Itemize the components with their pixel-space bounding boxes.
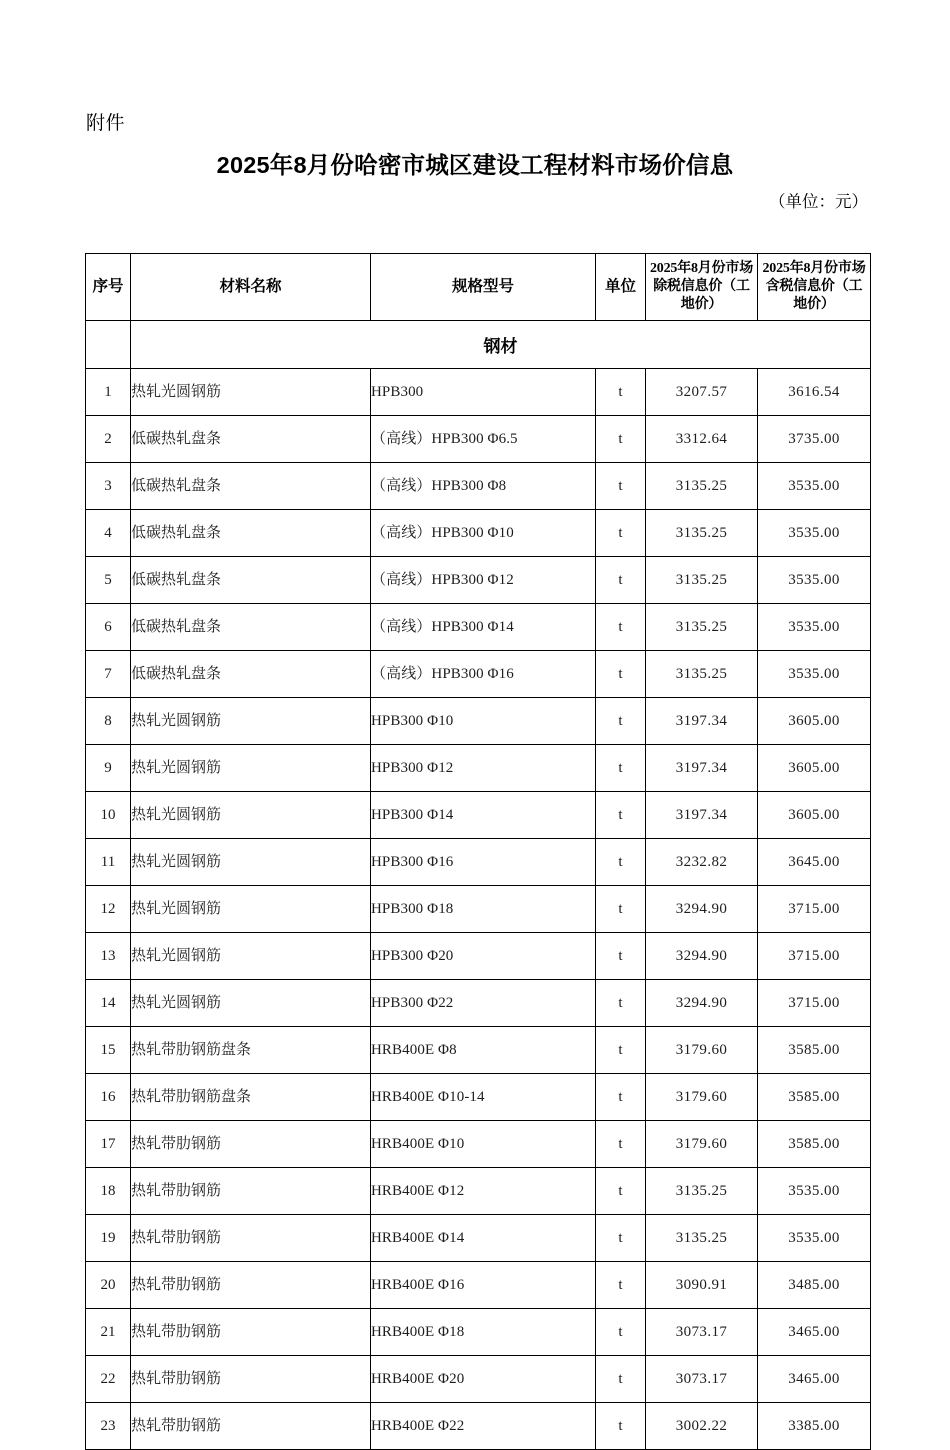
cell-price-excl-tax: 3294.90 <box>646 980 758 1027</box>
cell-unit: t <box>596 557 646 604</box>
page-title: 2025年8月份哈密市城区建设工程材料市场价信息 <box>216 152 734 178</box>
column-header-material: 材料名称 <box>131 254 371 321</box>
cell-price-excl-tax: 3135.25 <box>646 510 758 557</box>
cell-specification: HPB300 Φ10 <box>371 698 596 745</box>
cell-index: 10 <box>86 792 131 839</box>
cell-unit: t <box>596 1074 646 1121</box>
cell-specification: （高线）HPB300 Φ8 <box>371 463 596 510</box>
cell-index: 13 <box>86 933 131 980</box>
cell-price-excl-tax: 3135.25 <box>646 1215 758 1262</box>
cell-unit: t <box>596 416 646 463</box>
cell-price-incl-tax: 3715.00 <box>758 933 871 980</box>
price-table-container <box>85 253 870 1450</box>
table-header-row <box>86 254 871 321</box>
cell-material-name: 热轧带肋钢筋盘条 <box>131 1027 371 1074</box>
cell-price-incl-tax: 3465.00 <box>758 1309 871 1356</box>
cell-price-incl-tax: 3616.54 <box>758 369 871 416</box>
cell-unit: t <box>596 1121 646 1168</box>
cell-unit: t <box>596 510 646 557</box>
cell-unit: t <box>596 1262 646 1309</box>
cell-specification: HRB400E Φ10-14 <box>371 1074 596 1121</box>
cell-material-name: 低碳热轧盘条 <box>131 463 371 510</box>
cell-specification: HRB400E Φ22 <box>371 1403 596 1450</box>
cell-material-name: 热轧带肋钢筋 <box>131 1262 371 1309</box>
cell-specification: HRB400E Φ12 <box>371 1168 596 1215</box>
cell-price-excl-tax: 3090.91 <box>646 1262 758 1309</box>
cell-price-incl-tax: 3385.00 <box>758 1403 871 1450</box>
cell-material-name: 热轧带肋钢筋 <box>131 1309 371 1356</box>
cell-material-name: 热轧光圆钢筋 <box>131 369 371 416</box>
column-header-spec: 规格型号 <box>371 254 596 321</box>
cell-material-name: 热轧带肋钢筋 <box>131 1215 371 1262</box>
cell-specification: （高线）HPB300 Φ14 <box>371 604 596 651</box>
cell-index: 12 <box>86 886 131 933</box>
column-header-price-incl-tax: 2025年8月份市场含税信息价（工地价） <box>758 254 871 321</box>
cell-price-excl-tax: 3002.22 <box>646 1403 758 1450</box>
cell-material-name: 低碳热轧盘条 <box>131 416 371 463</box>
cell-price-incl-tax: 3535.00 <box>758 1168 871 1215</box>
cell-index: 4 <box>86 510 131 557</box>
cell-index: 6 <box>86 604 131 651</box>
cell-material-name: 热轧带肋钢筋 <box>131 1403 371 1450</box>
cell-specification: HPB300 Φ12 <box>371 745 596 792</box>
cell-specification: HRB400E Φ14 <box>371 1215 596 1262</box>
cell-price-excl-tax: 3197.34 <box>646 745 758 792</box>
cell-price-incl-tax: 3535.00 <box>758 1215 871 1262</box>
cell-price-excl-tax: 3073.17 <box>646 1356 758 1403</box>
cell-unit: t <box>596 651 646 698</box>
cell-material-name: 热轧光圆钢筋 <box>131 792 371 839</box>
table-row <box>86 1121 871 1168</box>
cell-unit: t <box>596 792 646 839</box>
cell-unit: t <box>596 1168 646 1215</box>
cell-index: 22 <box>86 1356 131 1403</box>
cell-unit: t <box>596 369 646 416</box>
section-row-index-blank <box>86 321 131 369</box>
cell-unit: t <box>596 933 646 980</box>
cell-price-excl-tax: 3197.34 <box>646 698 758 745</box>
cell-price-excl-tax: 3135.25 <box>646 1168 758 1215</box>
cell-price-excl-tax: 3135.25 <box>646 604 758 651</box>
cell-price-excl-tax: 3294.90 <box>646 933 758 980</box>
cell-material-name: 热轧光圆钢筋 <box>131 886 371 933</box>
cell-specification: （高线）HPB300 Φ16 <box>371 651 596 698</box>
table-row <box>86 369 871 416</box>
cell-specification: （高线）HPB300 Φ6.5 <box>371 416 596 463</box>
table-row <box>86 1356 871 1403</box>
currency-unit-note: （单位：元） <box>769 193 868 211</box>
cell-index: 17 <box>86 1121 131 1168</box>
table-row <box>86 1168 871 1215</box>
cell-price-incl-tax: 3465.00 <box>758 1356 871 1403</box>
cell-index: 16 <box>86 1074 131 1121</box>
cell-material-name: 热轧光圆钢筋 <box>131 698 371 745</box>
table-row <box>86 886 871 933</box>
cell-index: 15 <box>86 1027 131 1074</box>
cell-specification: （高线）HPB300 Φ10 <box>371 510 596 557</box>
cell-unit: t <box>596 1215 646 1262</box>
table-row <box>86 933 871 980</box>
cell-material-name: 低碳热轧盘条 <box>131 651 371 698</box>
cell-material-name: 热轧光圆钢筋 <box>131 839 371 886</box>
cell-specification: HRB400E Φ10 <box>371 1121 596 1168</box>
cell-price-excl-tax: 3135.25 <box>646 651 758 698</box>
cell-price-excl-tax: 3135.25 <box>646 557 758 604</box>
cell-index: 11 <box>86 839 131 886</box>
table-body <box>86 254 871 1450</box>
cell-material-name: 低碳热轧盘条 <box>131 557 371 604</box>
section-title-steel: 钢材 <box>131 321 871 369</box>
cell-material-name: 热轧光圆钢筋 <box>131 933 371 980</box>
table-row <box>86 1074 871 1121</box>
cell-price-excl-tax: 3179.60 <box>646 1027 758 1074</box>
cell-unit: t <box>596 745 646 792</box>
cell-price-excl-tax: 3179.60 <box>646 1074 758 1121</box>
cell-specification: HPB300 Φ16 <box>371 839 596 886</box>
cell-price-incl-tax: 3585.00 <box>758 1074 871 1121</box>
cell-price-incl-tax: 3605.00 <box>758 698 871 745</box>
cell-unit: t <box>596 1027 646 1074</box>
table-row <box>86 416 871 463</box>
table-row <box>86 1403 871 1450</box>
cell-unit: t <box>596 886 646 933</box>
cell-price-incl-tax: 3715.00 <box>758 980 871 1027</box>
cell-unit: t <box>596 1309 646 1356</box>
cell-price-incl-tax: 3485.00 <box>758 1262 871 1309</box>
cell-material-name: 热轧带肋钢筋 <box>131 1356 371 1403</box>
cell-unit: t <box>596 980 646 1027</box>
cell-index: 1 <box>86 369 131 416</box>
cell-index: 19 <box>86 1215 131 1262</box>
cell-price-excl-tax: 3312.64 <box>646 416 758 463</box>
cell-specification: HPB300 <box>371 369 596 416</box>
cell-specification: HRB400E Φ20 <box>371 1356 596 1403</box>
material-price-table <box>85 253 871 1450</box>
cell-index: 5 <box>86 557 131 604</box>
table-row <box>86 1215 871 1262</box>
column-header-price-excl-tax: 2025年8月份市场除税信息价（工地价） <box>646 254 758 321</box>
table-row <box>86 792 871 839</box>
cell-price-incl-tax: 3605.00 <box>758 745 871 792</box>
cell-price-incl-tax: 3535.00 <box>758 651 871 698</box>
table-row <box>86 698 871 745</box>
table-row <box>86 604 871 651</box>
cell-price-incl-tax: 3585.00 <box>758 1121 871 1168</box>
column-header-unit: 单位 <box>596 254 646 321</box>
cell-index: 14 <box>86 980 131 1027</box>
cell-specification: HPB300 Φ22 <box>371 980 596 1027</box>
cell-price-excl-tax: 3207.57 <box>646 369 758 416</box>
attachment-label: 附件 <box>86 113 126 134</box>
cell-price-excl-tax: 3179.60 <box>646 1121 758 1168</box>
cell-price-excl-tax: 3294.90 <box>646 886 758 933</box>
cell-unit: t <box>596 698 646 745</box>
table-row <box>86 980 871 1027</box>
cell-unit: t <box>596 839 646 886</box>
table-row <box>86 1027 871 1074</box>
cell-unit: t <box>596 1403 646 1450</box>
cell-price-incl-tax: 3535.00 <box>758 463 871 510</box>
cell-specification: HRB400E Φ18 <box>371 1309 596 1356</box>
table-row <box>86 745 871 792</box>
cell-index: 18 <box>86 1168 131 1215</box>
cell-price-incl-tax: 3535.00 <box>758 510 871 557</box>
cell-price-excl-tax: 3232.82 <box>646 839 758 886</box>
cell-price-incl-tax: 3645.00 <box>758 839 871 886</box>
cell-index: 9 <box>86 745 131 792</box>
cell-specification: （高线）HPB300 Φ12 <box>371 557 596 604</box>
cell-specification: HPB300 Φ20 <box>371 933 596 980</box>
cell-price-excl-tax: 3197.34 <box>646 792 758 839</box>
section-header-row <box>86 321 871 369</box>
cell-unit: t <box>596 604 646 651</box>
cell-price-incl-tax: 3535.00 <box>758 557 871 604</box>
cell-index: 3 <box>86 463 131 510</box>
cell-price-incl-tax: 3585.00 <box>758 1027 871 1074</box>
cell-specification: HRB400E Φ8 <box>371 1027 596 1074</box>
cell-index: 20 <box>86 1262 131 1309</box>
table-row <box>86 1262 871 1309</box>
cell-price-excl-tax: 3135.25 <box>646 463 758 510</box>
cell-specification: HRB400E Φ16 <box>371 1262 596 1309</box>
table-row <box>86 510 871 557</box>
cell-price-excl-tax: 3073.17 <box>646 1309 758 1356</box>
cell-index: 21 <box>86 1309 131 1356</box>
table-row <box>86 1309 871 1356</box>
column-header-index: 序号 <box>86 254 131 321</box>
cell-index: 23 <box>86 1403 131 1450</box>
cell-price-incl-tax: 3715.00 <box>758 886 871 933</box>
cell-specification: HPB300 Φ18 <box>371 886 596 933</box>
cell-material-name: 热轧带肋钢筋盘条 <box>131 1074 371 1121</box>
cell-price-incl-tax: 3735.00 <box>758 416 871 463</box>
cell-specification: HPB300 Φ14 <box>371 792 596 839</box>
cell-index: 2 <box>86 416 131 463</box>
table-row <box>86 557 871 604</box>
cell-unit: t <box>596 1356 646 1403</box>
table-row <box>86 463 871 510</box>
cell-material-name: 低碳热轧盘条 <box>131 604 371 651</box>
cell-material-name: 热轧带肋钢筋 <box>131 1121 371 1168</box>
table-row <box>86 651 871 698</box>
cell-unit: t <box>596 463 646 510</box>
cell-price-incl-tax: 3605.00 <box>758 792 871 839</box>
cell-material-name: 热轧光圆钢筋 <box>131 980 371 1027</box>
cell-index: 8 <box>86 698 131 745</box>
cell-price-incl-tax: 3535.00 <box>758 604 871 651</box>
cell-material-name: 热轧带肋钢筋 <box>131 1168 371 1215</box>
cell-material-name: 低碳热轧盘条 <box>131 510 371 557</box>
cell-index: 7 <box>86 651 131 698</box>
cell-material-name: 热轧光圆钢筋 <box>131 745 371 792</box>
table-row <box>86 839 871 886</box>
